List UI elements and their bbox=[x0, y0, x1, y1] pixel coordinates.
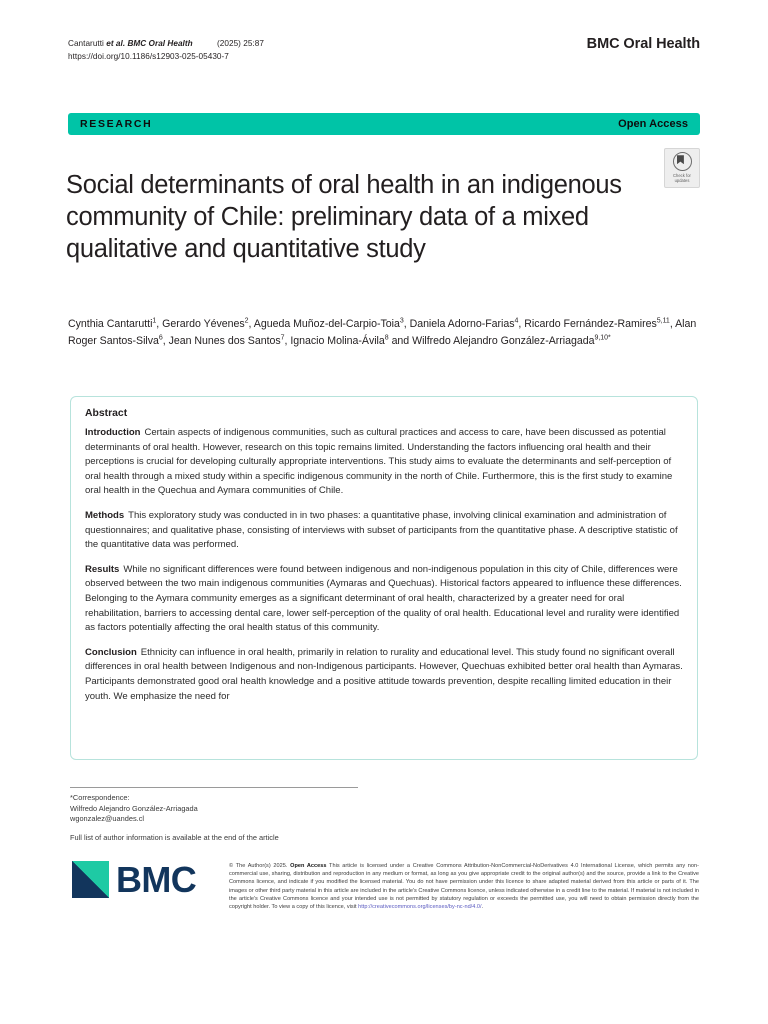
abstract-section-label: Introduction bbox=[85, 427, 141, 438]
bmc-wordmark: BMC bbox=[116, 858, 197, 900]
crossmark-line2: updates bbox=[674, 178, 690, 184]
access-bar bbox=[68, 113, 700, 135]
bmc-logo bbox=[72, 858, 197, 900]
license-open-access: Open Access bbox=[290, 863, 327, 869]
running-head bbox=[68, 38, 700, 63]
correspondence-email[interactable]: wgonzalez@uandes.cl bbox=[70, 814, 145, 824]
check-for-updates-badge[interactable] bbox=[664, 148, 700, 188]
abstract-section bbox=[85, 509, 683, 553]
author-list: Cynthia Cantarutti$^1$, Gerardo Yévenes$^2$, Agueda Muñoz-del-Carpio-Toia$^3$, Daniela Adorno-Farias$^4$, Ricardo Fernández-Ramires$^{5,11}$, Alan Roger Santos-Silva$^6$, Jean Nunes dos Santos$^7$, Ignacio Molina-Ávila$^8$ and Wilfredo Alejandro González-Arriagada$^{9,10*}$ bbox=[68, 317, 697, 347]
citation-author: Cantarutti bbox=[68, 39, 104, 48]
journal-title: BMC Oral Health bbox=[586, 36, 700, 52]
bmc-mark-icon bbox=[72, 861, 109, 898]
correspondence-divider bbox=[70, 787, 358, 788]
citation-journal-italic: et al. BMC Oral Health bbox=[106, 39, 193, 48]
abstract-section bbox=[85, 426, 683, 499]
article-type-label: RESEARCH bbox=[80, 118, 153, 130]
abstract-section-text: Certain aspects of indigenous communities, such as cultural practices and access to care, have been discussed as potential determinants of oral health. However, research on this topic remains limited. Understanding the factors influencing oral health and their perceptions is crucial for developing culturally appropriate interventions. This study aims to evaluate the determinants and self-perception of oral health through a mixed study within a specific indigenous community in the north of Chile. Furthermore, this is the first study to examine oral health in the Quechua and Aymara communities of Chile. bbox=[85, 427, 673, 497]
abstract-section-text: This exploratory study was conducted in in two phases: a quantitative phase, involving clinical examination and administration of questionnaires; and qualitative phase, consisting of interviews with subset of participants from the quantitative phase. A descriptive statistic of the quantitative data was performed. bbox=[85, 509, 678, 551]
license-suffix: . bbox=[481, 904, 484, 911]
doi-line[interactable]: https://doi.org/10.1186/s12903-025-05430-7 bbox=[68, 51, 229, 61]
abstract-section-label: Methods bbox=[85, 509, 125, 521]
abstract-sections bbox=[85, 426, 683, 704]
license-text bbox=[229, 862, 699, 911]
abstract-section bbox=[85, 646, 683, 704]
citation-line bbox=[68, 38, 264, 51]
license-link[interactable]: http://creativecommons.org/licenses/by-nc-nd/4.0/ bbox=[358, 904, 482, 911]
open-access-label: Open Access bbox=[618, 118, 688, 130]
author-info-note: Full list of author information is available at the end of the article bbox=[70, 833, 279, 842]
abstract-section-text: While no significant differences were found between indigenous and non-indigenous population in this city of Chile, differences were observed between the two main indigenous communities (Aymaras and Quechuas). Historical factors appeared to influence these differences. Belonging to the Aymara community emerges as a significant determinant of oral health, characterized by a greater need for oral rehabilitation, barriers to accessing dental care, lower self-perception of the quality of oral health. Educational level and rurality were identified as factors potentially affecting the oral health status of this community. bbox=[85, 563, 682, 634]
correspondence-label: *Correspondence: bbox=[70, 793, 130, 802]
correspondence-block bbox=[70, 793, 400, 825]
citation-block bbox=[68, 38, 264, 63]
crossmark-icon bbox=[673, 152, 692, 171]
abstract-heading: Abstract bbox=[85, 408, 128, 419]
citation-volume: (2025) 25:87 bbox=[217, 39, 264, 48]
abstract-section bbox=[85, 563, 683, 636]
license-body: This article is licensed under a Creative Commons Attribution-NonCommercial-NoDerivatives 4.0 International License, which permits any non-commercial use, sharing, distribution and reproduction in any medium or format, as long as you give appropriate credit to the original author(s) and the source, provide a link to the Creative Commons licence, and indicate if you modified the licensed material. You do not have permission under this licence to share adapted material derived from this article or parts of it. The images or other third party material in this article are included in the article's Creative Commons licence, unless indicated otherwise in a credit line to the material. If material is not included in the article's Creative Commons licence and your intended use is not permitted by statutory regulation or exceeds the permitted use, you will need to obtain permission directly from the copyright holder. To view a copy of this licence, visit bbox=[229, 863, 699, 911]
abstract-section-label: Conclusion bbox=[85, 646, 137, 658]
abstract-section-label: Results bbox=[85, 563, 120, 575]
abstract-box bbox=[70, 396, 698, 760]
page-title: Social determinants of oral health in an indigenous community of Chile: preliminary data of a mixed qualitative and quantitative study bbox=[66, 171, 622, 264]
crossmark-line1: Check for bbox=[673, 173, 691, 178]
crossmark-label bbox=[673, 173, 691, 183]
license-copyright: © The Author(s) 2025. bbox=[229, 863, 288, 869]
correspondence-name: Wilfredo Alejandro González-Arriagada bbox=[70, 803, 198, 813]
abstract-section-text: Ethnicity can influence in oral health, primarily in relation to rurality and educational level. This study found no significant overall differences in oral health between Indigenous and non-Indigenous participants. However, Quechuas exhibited better oral health than Aymaras. Participants demonstrated good oral health knowledge and a positive attitude towards prevention, despite recalling limited education in their youth. We emphasize the need for bbox=[85, 646, 683, 702]
